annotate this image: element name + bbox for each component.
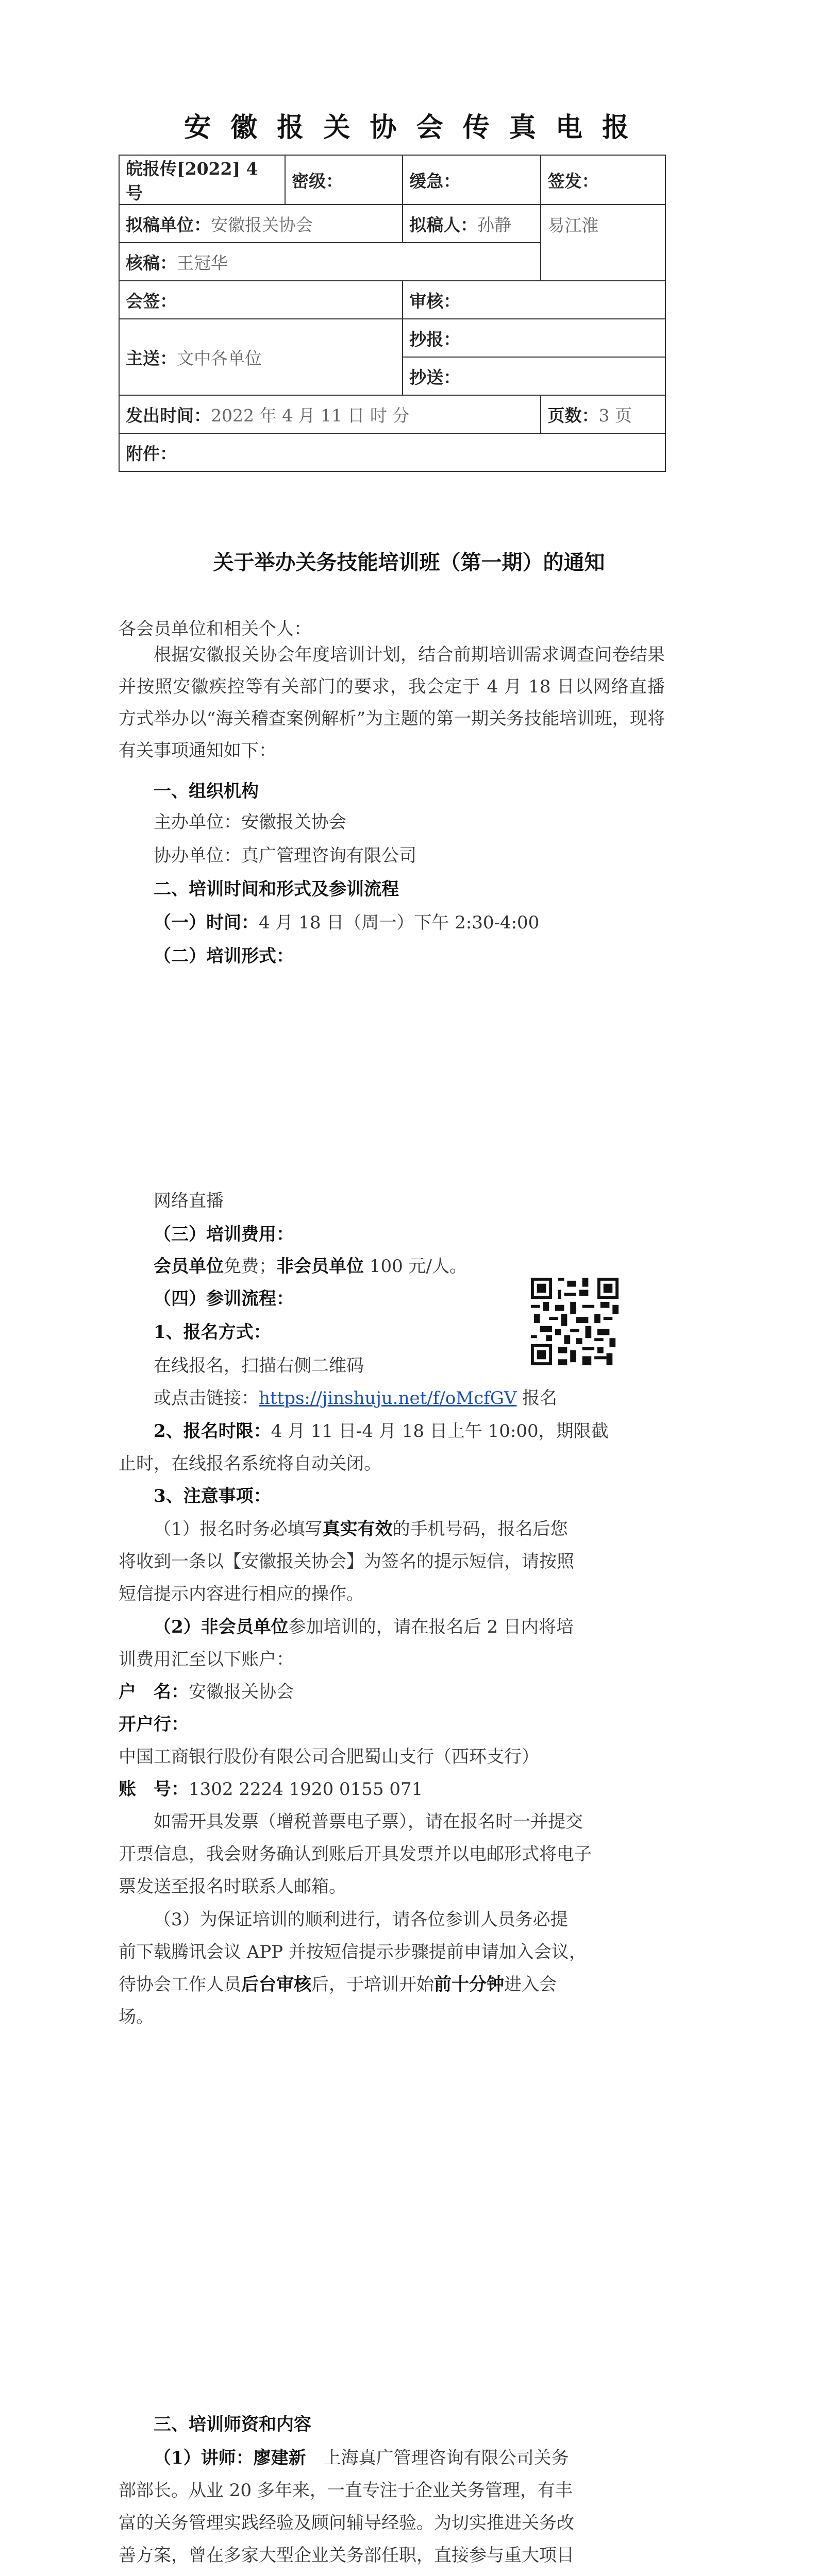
form-value: 网络直播 (154, 1191, 224, 1211)
notes-label: 3、注意事项： (154, 1486, 271, 1506)
main-send-label: 主送： (126, 348, 177, 368)
signer: 易江淮 (541, 205, 665, 281)
lecturer-label: （1）讲师： (154, 2448, 254, 2468)
secret-label: 密级： (285, 155, 403, 205)
lecturer-c: 富的关务管理实践经验及顾问辅导经验。为切实推进关务改 (119, 2513, 574, 2533)
reg-online: 在线报名，扫描右侧二维码 (154, 1355, 364, 1376)
urgency-label: 缓急： (403, 155, 541, 205)
note3-c3: 进入会 (504, 1974, 557, 1995)
fee-label: （三）培训费用： (154, 1224, 294, 1245)
review-label: 审核： (403, 281, 665, 319)
cc2-label: 抄送： (403, 357, 665, 395)
notice-title: 关于举办关务技能培训班（第一期）的通知 (213, 550, 605, 574)
flow-label: （四）参训流程： (154, 1289, 294, 1309)
time-value: 4 月 18 日（周一）下午 2:30-4:00 (259, 912, 540, 933)
reg-link-prefix: 或点击链接： (154, 1388, 259, 1409)
drafter: 孙静 (477, 214, 512, 235)
pages-label: 页数： (547, 405, 599, 426)
checker: 王冠华 (177, 252, 228, 273)
fax-header-table (119, 155, 666, 472)
account-name-label: 户 名： (119, 1682, 189, 1702)
note2-bold: 非会员单位 (201, 1617, 289, 1637)
form-label: （二）培训形式： (154, 946, 294, 967)
account-number-label: 账 号： (119, 1779, 189, 1800)
note1-d: 短信提示内容进行相应的操作。 (119, 1584, 364, 1604)
drafter-unit: 安徽报关协会 (211, 214, 313, 235)
host-unit: 主办单位：安徽报关协会 (154, 812, 346, 833)
cosign-label: 会签： (119, 281, 403, 319)
note3-c1: 待协会工作人员 (119, 1974, 241, 1995)
fee-member: 免费； (224, 1256, 276, 1277)
note3-b: 前下载腾讯会议 APP 并按短信提示步骤提前申请加入会议， (119, 1942, 587, 1962)
invoice-b: 开票信息，我会财务确认到账后开具发票并以电邮形式将电子 (119, 1844, 592, 1865)
greeting: 各会员单位和相关个人： (119, 619, 311, 639)
note1-bold: 真实有效 (322, 1519, 393, 1539)
reg-way-label: 1、报名方式： (154, 1322, 271, 1343)
fee-non-member-label: 非会员单位 (276, 1256, 364, 1277)
note1-a: （1）报名时务必填写 (154, 1519, 323, 1539)
intro-paragraph: 根据安徽报关协会年度培训计划，结合前期培训需求调查问卷结果并按照安徽疾控等有关部门的要求，我会定于 4 月 18 日以网络直播方式举办以“海关稽查案例解析”为主题的第一期关务技能培训班，现将有关事项通知如下： (119, 645, 665, 761)
deadline-a: 4 月 11 日-4 月 18 日上午 10:00，期限截 (271, 1421, 609, 1442)
lecturer-b: 部部长。从业 20 多年来，一直专注于企业关务管理，有丰 (119, 2480, 573, 2501)
bank-name: 中国工商银行股份有限公司合肥蜀山支行（西环支行） (119, 1747, 539, 1767)
send-time: 2022 年 4 月 11 日 时 分 (211, 405, 410, 426)
account-name: 安徽报关协会 (189, 1682, 294, 1702)
note3-d: 场。 (119, 2007, 154, 2027)
doc-number: 皖报传[2022] 4 号 (119, 155, 285, 205)
note2-a: （2） (154, 1617, 201, 1637)
note1-b: 的手机号码，报名后您 (392, 1519, 568, 1539)
lecturer-a: 上海真广管理咨询有限公司关务 (306, 2448, 569, 2468)
invoice-a: 如需开具发票（增税普票电子票），请在报名时一并提交 (154, 1811, 583, 1832)
send-time-label: 发出时间： (126, 405, 211, 426)
invoice-c: 票发送至报名时联系人邮箱。 (119, 1876, 346, 1897)
fee-member-label: 会员单位 (154, 1256, 224, 1277)
lecturer-d: 善方案，曾在多家大型企业关务部任职，直接参与重大项目 (119, 2545, 574, 2566)
section-3-heading: 三、培训师资和内容 (154, 2414, 311, 2435)
note3-c2: 后，于培训开始 (311, 1974, 434, 1995)
note3-a: （3）为保证培训的顺利进行，请各位参训人员务必提 (154, 1909, 568, 1930)
section-1-heading: 一、组织机构 (154, 781, 259, 802)
co-host-unit: 协办单位：真广管理咨询有限公司 (154, 845, 416, 866)
cc-label: 抄报： (403, 319, 665, 357)
account-number: 1302 2224 1920 0155 071 (189, 1779, 423, 1800)
note3-bold2: 前十分钟 (434, 1974, 504, 1995)
registration-link[interactable]: https://jinshuju.net/f/oMcfGV (259, 1388, 517, 1409)
drafter-label: 拟稿人： (409, 214, 478, 235)
deadline-b: 止时，在线报名系统将自动关闭。 (119, 1453, 381, 1474)
section-2-heading: 二、培训时间和形式及参训流程 (154, 879, 399, 900)
reg-link-suffix: 报名 (516, 1388, 558, 1409)
checker-label: 核稿： (126, 252, 177, 273)
note3-bold1: 后台审核 (241, 1974, 311, 1995)
note1-c: 将收到一条以【安徽报关协会】为签名的提示短信，请按照 (119, 1551, 574, 1572)
drafter-unit-label: 拟稿单位： (126, 214, 211, 235)
note2-b: 参加培训的，请在报名后 2 日内将培 (288, 1617, 574, 1637)
document-title: 安 徽 报 关 协 会 传 真 电 报 (184, 112, 634, 143)
note2-c: 训费用汇至以下账户： (119, 1649, 294, 1670)
qr-code-image (531, 1278, 619, 1365)
sign-label: 签发： (541, 155, 665, 205)
fee-non-member: 100 元/人。 (364, 1256, 467, 1277)
pages: 3 页 (598, 405, 632, 426)
main-send: 文中各单位 (177, 348, 262, 368)
lecturer-name: 廖建新 (253, 2448, 306, 2468)
bank-label: 开户行： (119, 1714, 189, 1735)
deadline-label: 2、报名时限： (154, 1421, 271, 1442)
attachment-label: 附件： (119, 433, 665, 471)
time-label: （一）时间： (154, 912, 259, 933)
